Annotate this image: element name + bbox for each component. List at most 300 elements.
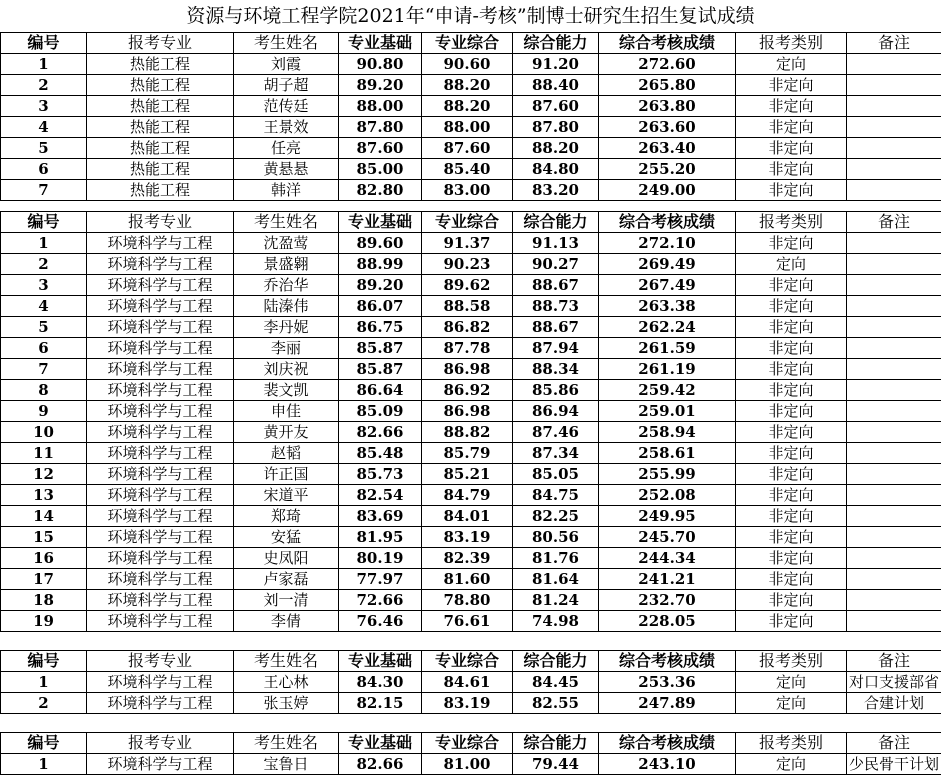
cell-ability: 87.60 bbox=[513, 96, 599, 117]
cell-remark bbox=[847, 54, 941, 75]
cell-comprehensive: 87.78 bbox=[422, 338, 513, 359]
cell-major: 热能工程 bbox=[87, 159, 234, 180]
cell-category: 非定向 bbox=[736, 548, 847, 569]
table-row bbox=[1, 485, 941, 506]
cell-basic: 87.80 bbox=[339, 117, 422, 138]
cell-id: 7 bbox=[1, 359, 87, 380]
cell-total: 259.42 bbox=[599, 380, 736, 401]
cell-basic: 89.60 bbox=[339, 233, 422, 254]
cell-major: 环境科学与工程 bbox=[87, 254, 234, 275]
cell-major: 环境科学与工程 bbox=[87, 443, 234, 464]
table-row bbox=[1, 590, 941, 611]
cell-remark bbox=[847, 506, 941, 527]
cell-total: 228.05 bbox=[599, 611, 736, 632]
cell-remark bbox=[847, 443, 941, 464]
header-id: 编号 bbox=[1, 33, 87, 54]
cell-remark bbox=[847, 159, 941, 180]
cell-ability: 91.13 bbox=[513, 233, 599, 254]
cell-major: 环境科学与工程 bbox=[87, 464, 234, 485]
cell-ability: 81.76 bbox=[513, 548, 599, 569]
cell-name: 安猛 bbox=[234, 527, 339, 548]
cell-ability: 88.40 bbox=[513, 75, 599, 96]
cell-comprehensive: 81.00 bbox=[422, 754, 513, 775]
header-basic: 专业基础 bbox=[339, 212, 422, 233]
cell-ability: 91.20 bbox=[513, 54, 599, 75]
cell-major: 环境科学与工程 bbox=[87, 672, 234, 693]
cell-ability: 84.80 bbox=[513, 159, 599, 180]
cell-basic: 89.20 bbox=[339, 75, 422, 96]
cell-id: 7 bbox=[1, 180, 87, 201]
cell-name: 刘霞 bbox=[234, 54, 339, 75]
cell-comprehensive: 86.98 bbox=[422, 359, 513, 380]
cell-id: 2 bbox=[1, 254, 87, 275]
cell-category: 非定向 bbox=[736, 443, 847, 464]
cell-name: 王景效 bbox=[234, 117, 339, 138]
table-row bbox=[1, 548, 941, 569]
cell-basic: 86.07 bbox=[339, 296, 422, 317]
table-row bbox=[1, 180, 941, 201]
header-category: 报考类别 bbox=[736, 33, 847, 54]
cell-remark bbox=[847, 569, 941, 590]
cell-ability: 79.44 bbox=[513, 754, 599, 775]
cell-name: 赵韬 bbox=[234, 443, 339, 464]
header-major: 报考专业 bbox=[87, 651, 234, 672]
header-total: 综合考核成绩 bbox=[599, 212, 736, 233]
cell-remark bbox=[847, 422, 941, 443]
cell-major: 环境科学与工程 bbox=[87, 506, 234, 527]
cell-id: 14 bbox=[1, 506, 87, 527]
cell-major: 环境科学与工程 bbox=[87, 359, 234, 380]
cell-basic: 89.20 bbox=[339, 275, 422, 296]
cell-category: 非定向 bbox=[736, 96, 847, 117]
header-major: 报考专业 bbox=[87, 733, 234, 754]
cell-category: 非定向 bbox=[736, 180, 847, 201]
cell-id: 5 bbox=[1, 317, 87, 338]
cell-total: 255.20 bbox=[599, 159, 736, 180]
cell-total: 253.36 bbox=[599, 672, 736, 693]
cell-total: 259.01 bbox=[599, 401, 736, 422]
cell-name: 李倩 bbox=[234, 611, 339, 632]
cell-comprehensive: 88.00 bbox=[422, 117, 513, 138]
cell-basic: 85.48 bbox=[339, 443, 422, 464]
cell-basic: 82.80 bbox=[339, 180, 422, 201]
cell-comprehensive: 83.19 bbox=[422, 693, 513, 714]
cell-id: 11 bbox=[1, 443, 87, 464]
cell-name: 王心林 bbox=[234, 672, 339, 693]
cell-total: 247.89 bbox=[599, 693, 736, 714]
table-row bbox=[1, 380, 941, 401]
cell-name: 郑琦 bbox=[234, 506, 339, 527]
table-row bbox=[1, 527, 941, 548]
cell-ability: 88.67 bbox=[513, 317, 599, 338]
cell-comprehensive: 84.79 bbox=[422, 485, 513, 506]
cell-name: 陆溱伟 bbox=[234, 296, 339, 317]
cell-basic: 81.95 bbox=[339, 527, 422, 548]
cell-id: 4 bbox=[1, 296, 87, 317]
cell-name: 黄开友 bbox=[234, 422, 339, 443]
cell-comprehensive: 88.20 bbox=[422, 96, 513, 117]
header-category: 报考类别 bbox=[736, 651, 847, 672]
cell-remark bbox=[847, 527, 941, 548]
table-row bbox=[1, 254, 941, 275]
cell-ability: 87.34 bbox=[513, 443, 599, 464]
cell-remark bbox=[847, 138, 941, 159]
cell-category: 非定向 bbox=[736, 296, 847, 317]
header-comprehensive: 专业综合 bbox=[422, 33, 513, 54]
cell-comprehensive: 84.61 bbox=[422, 672, 513, 693]
table-row bbox=[1, 275, 941, 296]
cell-name: 范传廷 bbox=[234, 96, 339, 117]
cell-id: 9 bbox=[1, 401, 87, 422]
header-ability: 综合能力 bbox=[513, 733, 599, 754]
cell-name: 刘庆祝 bbox=[234, 359, 339, 380]
cell-id: 2 bbox=[1, 693, 87, 714]
score-table-environment bbox=[0, 211, 941, 632]
cell-category: 非定向 bbox=[736, 338, 847, 359]
table-row bbox=[1, 443, 941, 464]
table-row bbox=[1, 754, 941, 775]
cell-basic: 82.66 bbox=[339, 754, 422, 775]
cell-id: 13 bbox=[1, 485, 87, 506]
cell-ability: 85.86 bbox=[513, 380, 599, 401]
cell-comprehensive: 86.82 bbox=[422, 317, 513, 338]
cell-basic: 76.46 bbox=[339, 611, 422, 632]
cell-ability: 85.05 bbox=[513, 464, 599, 485]
cell-comprehensive: 88.20 bbox=[422, 75, 513, 96]
header-name: 考生姓名 bbox=[234, 733, 339, 754]
cell-remark bbox=[847, 380, 941, 401]
cell-major: 环境科学与工程 bbox=[87, 611, 234, 632]
cell-major: 热能工程 bbox=[87, 180, 234, 201]
cell-remark bbox=[847, 464, 941, 485]
cell-comprehensive: 85.79 bbox=[422, 443, 513, 464]
cell-total: 258.61 bbox=[599, 443, 736, 464]
cell-basic: 85.09 bbox=[339, 401, 422, 422]
cell-name: 史凤阳 bbox=[234, 548, 339, 569]
cell-id: 3 bbox=[1, 96, 87, 117]
cell-ability: 80.56 bbox=[513, 527, 599, 548]
cell-ability: 84.45 bbox=[513, 672, 599, 693]
cell-ability: 90.27 bbox=[513, 254, 599, 275]
cell-total: 261.59 bbox=[599, 338, 736, 359]
cell-total: 258.94 bbox=[599, 422, 736, 443]
cell-category: 非定向 bbox=[736, 485, 847, 506]
cell-ability: 87.80 bbox=[513, 117, 599, 138]
cell-total: 255.99 bbox=[599, 464, 736, 485]
cell-remark bbox=[847, 611, 941, 632]
cell-ability: 74.98 bbox=[513, 611, 599, 632]
cell-id: 6 bbox=[1, 159, 87, 180]
cell-category: 非定向 bbox=[736, 422, 847, 443]
header-id: 编号 bbox=[1, 733, 87, 754]
cell-comprehensive: 88.82 bbox=[422, 422, 513, 443]
table-row bbox=[1, 117, 941, 138]
cell-basic: 86.75 bbox=[339, 317, 422, 338]
cell-total: 244.34 bbox=[599, 548, 736, 569]
cell-remark bbox=[847, 296, 941, 317]
header-remark: 备注 bbox=[847, 651, 941, 672]
cell-basic: 87.60 bbox=[339, 138, 422, 159]
header-basic: 专业基础 bbox=[339, 651, 422, 672]
cell-id: 1 bbox=[1, 672, 87, 693]
cell-id: 6 bbox=[1, 338, 87, 359]
header-major: 报考专业 bbox=[87, 33, 234, 54]
table-row bbox=[1, 569, 941, 590]
cell-major: 环境科学与工程 bbox=[87, 275, 234, 296]
cell-name: 沈盈莺 bbox=[234, 233, 339, 254]
cell-id: 17 bbox=[1, 569, 87, 590]
header-basic: 专业基础 bbox=[339, 733, 422, 754]
table-row bbox=[1, 401, 941, 422]
cell-basic: 88.99 bbox=[339, 254, 422, 275]
header-ability: 综合能力 bbox=[513, 33, 599, 54]
cell-category: 非定向 bbox=[736, 527, 847, 548]
cell-major: 环境科学与工程 bbox=[87, 401, 234, 422]
cell-basic: 77.97 bbox=[339, 569, 422, 590]
cell-comprehensive: 85.21 bbox=[422, 464, 513, 485]
cell-ability: 81.64 bbox=[513, 569, 599, 590]
cell-remark bbox=[847, 233, 941, 254]
table-row bbox=[1, 611, 941, 632]
cell-ability: 84.75 bbox=[513, 485, 599, 506]
page-title: 资源与环境工程学院2021年“申请-考核”制博士研究生招生复试成绩 bbox=[0, 0, 941, 32]
table-row bbox=[1, 672, 941, 693]
cell-comprehensive: 86.98 bbox=[422, 401, 513, 422]
cell-comprehensive: 82.39 bbox=[422, 548, 513, 569]
score-table-thermal bbox=[0, 32, 941, 201]
cell-comprehensive: 87.60 bbox=[422, 138, 513, 159]
cell-category: 非定向 bbox=[736, 506, 847, 527]
cell-category: 定向 bbox=[736, 254, 847, 275]
cell-basic: 85.73 bbox=[339, 464, 422, 485]
header-remark: 备注 bbox=[847, 33, 941, 54]
cell-name: 黄悬悬 bbox=[234, 159, 339, 180]
cell-total: 267.49 bbox=[599, 275, 736, 296]
cell-ability: 82.25 bbox=[513, 506, 599, 527]
cell-major: 环境科学与工程 bbox=[87, 527, 234, 548]
cell-comprehensive: 84.01 bbox=[422, 506, 513, 527]
cell-remark bbox=[847, 590, 941, 611]
cell-total: 269.49 bbox=[599, 254, 736, 275]
cell-comprehensive: 89.62 bbox=[422, 275, 513, 296]
cell-category: 非定向 bbox=[736, 275, 847, 296]
cell-remark: 对口支援部省 bbox=[847, 672, 941, 693]
cell-major: 热能工程 bbox=[87, 75, 234, 96]
cell-major: 热能工程 bbox=[87, 117, 234, 138]
header-comprehensive: 专业综合 bbox=[422, 651, 513, 672]
cell-comprehensive: 76.61 bbox=[422, 611, 513, 632]
cell-comprehensive: 90.23 bbox=[422, 254, 513, 275]
table-row bbox=[1, 506, 941, 527]
table-row bbox=[1, 693, 941, 714]
cell-remark: 少民骨干计划 bbox=[847, 754, 941, 775]
table-row bbox=[1, 296, 941, 317]
cell-name: 申佳 bbox=[234, 401, 339, 422]
cell-comprehensive: 88.58 bbox=[422, 296, 513, 317]
cell-name: 刘一清 bbox=[234, 590, 339, 611]
cell-remark bbox=[847, 317, 941, 338]
cell-comprehensive: 85.40 bbox=[422, 159, 513, 180]
cell-category: 非定向 bbox=[736, 233, 847, 254]
cell-ability: 83.20 bbox=[513, 180, 599, 201]
header-total: 综合考核成绩 bbox=[599, 733, 736, 754]
cell-name: 景盛翱 bbox=[234, 254, 339, 275]
cell-category: 非定向 bbox=[736, 359, 847, 380]
cell-remark bbox=[847, 254, 941, 275]
cell-category: 非定向 bbox=[736, 317, 847, 338]
table-row bbox=[1, 138, 941, 159]
cell-major: 环境科学与工程 bbox=[87, 317, 234, 338]
cell-comprehensive: 78.80 bbox=[422, 590, 513, 611]
cell-category: 定向 bbox=[736, 54, 847, 75]
cell-basic: 86.64 bbox=[339, 380, 422, 401]
cell-category: 定向 bbox=[736, 754, 847, 775]
cell-id: 15 bbox=[1, 527, 87, 548]
cell-category: 非定向 bbox=[736, 117, 847, 138]
cell-ability: 81.24 bbox=[513, 590, 599, 611]
cell-category: 非定向 bbox=[736, 569, 847, 590]
cell-id: 12 bbox=[1, 464, 87, 485]
table-row bbox=[1, 96, 941, 117]
cell-name: 宝鲁日 bbox=[234, 754, 339, 775]
cell-remark: 合建计划 bbox=[847, 693, 941, 714]
cell-total: 265.80 bbox=[599, 75, 736, 96]
cell-ability: 88.67 bbox=[513, 275, 599, 296]
cell-category: 非定向 bbox=[736, 464, 847, 485]
cell-major: 环境科学与工程 bbox=[87, 569, 234, 590]
cell-category: 非定向 bbox=[736, 138, 847, 159]
cell-total: 243.10 bbox=[599, 754, 736, 775]
cell-name: 宋道平 bbox=[234, 485, 339, 506]
cell-major: 热能工程 bbox=[87, 96, 234, 117]
cell-remark bbox=[847, 275, 941, 296]
cell-name: 任亮 bbox=[234, 138, 339, 159]
cell-basic: 88.00 bbox=[339, 96, 422, 117]
cell-major: 环境科学与工程 bbox=[87, 338, 234, 359]
cell-id: 5 bbox=[1, 138, 87, 159]
cell-name: 李丽 bbox=[234, 338, 339, 359]
cell-major: 环境科学与工程 bbox=[87, 548, 234, 569]
cell-total: 263.80 bbox=[599, 96, 736, 117]
cell-major: 环境科学与工程 bbox=[87, 296, 234, 317]
cell-total: 232.70 bbox=[599, 590, 736, 611]
cell-id: 1 bbox=[1, 54, 87, 75]
table-row bbox=[1, 75, 941, 96]
table-row bbox=[1, 317, 941, 338]
table-row bbox=[1, 422, 941, 443]
cell-category: 非定向 bbox=[736, 611, 847, 632]
header-comprehensive: 专业综合 bbox=[422, 212, 513, 233]
cell-ability: 88.20 bbox=[513, 138, 599, 159]
cell-name: 许正国 bbox=[234, 464, 339, 485]
cell-id: 16 bbox=[1, 548, 87, 569]
cell-major: 热能工程 bbox=[87, 54, 234, 75]
cell-basic: 72.66 bbox=[339, 590, 422, 611]
cell-remark bbox=[847, 401, 941, 422]
cell-ability: 88.73 bbox=[513, 296, 599, 317]
cell-id: 1 bbox=[1, 233, 87, 254]
cell-ability: 87.94 bbox=[513, 338, 599, 359]
cell-remark bbox=[847, 548, 941, 569]
header-total: 综合考核成绩 bbox=[599, 651, 736, 672]
header-basic: 专业基础 bbox=[339, 33, 422, 54]
header-name: 考生姓名 bbox=[234, 33, 339, 54]
cell-comprehensive: 83.00 bbox=[422, 180, 513, 201]
cell-name: 裴文凯 bbox=[234, 380, 339, 401]
cell-id: 4 bbox=[1, 117, 87, 138]
cell-category: 非定向 bbox=[736, 401, 847, 422]
cell-basic: 80.19 bbox=[339, 548, 422, 569]
header-ability: 综合能力 bbox=[513, 651, 599, 672]
cell-major: 环境科学与工程 bbox=[87, 380, 234, 401]
cell-id: 1 bbox=[1, 754, 87, 775]
cell-major: 环境科学与工程 bbox=[87, 693, 234, 714]
table-row bbox=[1, 359, 941, 380]
header-id: 编号 bbox=[1, 212, 87, 233]
cell-name: 李丹妮 bbox=[234, 317, 339, 338]
table-row bbox=[1, 159, 941, 180]
cell-remark bbox=[847, 75, 941, 96]
table-row bbox=[1, 54, 941, 75]
cell-major: 环境科学与工程 bbox=[87, 422, 234, 443]
header-category: 报考类别 bbox=[736, 733, 847, 754]
cell-total: 245.70 bbox=[599, 527, 736, 548]
cell-ability: 86.94 bbox=[513, 401, 599, 422]
cell-comprehensive: 83.19 bbox=[422, 527, 513, 548]
cell-ability: 87.46 bbox=[513, 422, 599, 443]
cell-comprehensive: 81.60 bbox=[422, 569, 513, 590]
cell-total: 262.24 bbox=[599, 317, 736, 338]
cell-basic: 82.66 bbox=[339, 422, 422, 443]
cell-total: 272.10 bbox=[599, 233, 736, 254]
cell-ability: 88.34 bbox=[513, 359, 599, 380]
header-major: 报考专业 bbox=[87, 212, 234, 233]
header-row bbox=[1, 733, 941, 754]
header-row bbox=[1, 212, 941, 233]
cell-total: 272.60 bbox=[599, 54, 736, 75]
cell-major: 环境科学与工程 bbox=[87, 590, 234, 611]
cell-total: 263.40 bbox=[599, 138, 736, 159]
cell-comprehensive: 86.92 bbox=[422, 380, 513, 401]
cell-total: 263.60 bbox=[599, 117, 736, 138]
cell-total: 252.08 bbox=[599, 485, 736, 506]
cell-total: 261.19 bbox=[599, 359, 736, 380]
cell-category: 非定向 bbox=[736, 380, 847, 401]
cell-total: 249.95 bbox=[599, 506, 736, 527]
cell-basic: 84.30 bbox=[339, 672, 422, 693]
cell-category: 非定向 bbox=[736, 159, 847, 180]
cell-basic: 85.87 bbox=[339, 338, 422, 359]
cell-basic: 83.69 bbox=[339, 506, 422, 527]
cell-basic: 82.54 bbox=[339, 485, 422, 506]
cell-name: 乔治华 bbox=[234, 275, 339, 296]
cell-remark bbox=[847, 338, 941, 359]
cell-category: 定向 bbox=[736, 672, 847, 693]
cell-remark bbox=[847, 117, 941, 138]
header-name: 考生姓名 bbox=[234, 212, 339, 233]
header-category: 报考类别 bbox=[736, 212, 847, 233]
cell-comprehensive: 90.60 bbox=[422, 54, 513, 75]
score-table-targeted bbox=[0, 650, 941, 714]
header-row bbox=[1, 651, 941, 672]
cell-id: 2 bbox=[1, 75, 87, 96]
cell-remark bbox=[847, 359, 941, 380]
table-row bbox=[1, 338, 941, 359]
cell-basic: 85.00 bbox=[339, 159, 422, 180]
header-id: 编号 bbox=[1, 651, 87, 672]
header-name: 考生姓名 bbox=[234, 651, 339, 672]
cell-category: 非定向 bbox=[736, 590, 847, 611]
